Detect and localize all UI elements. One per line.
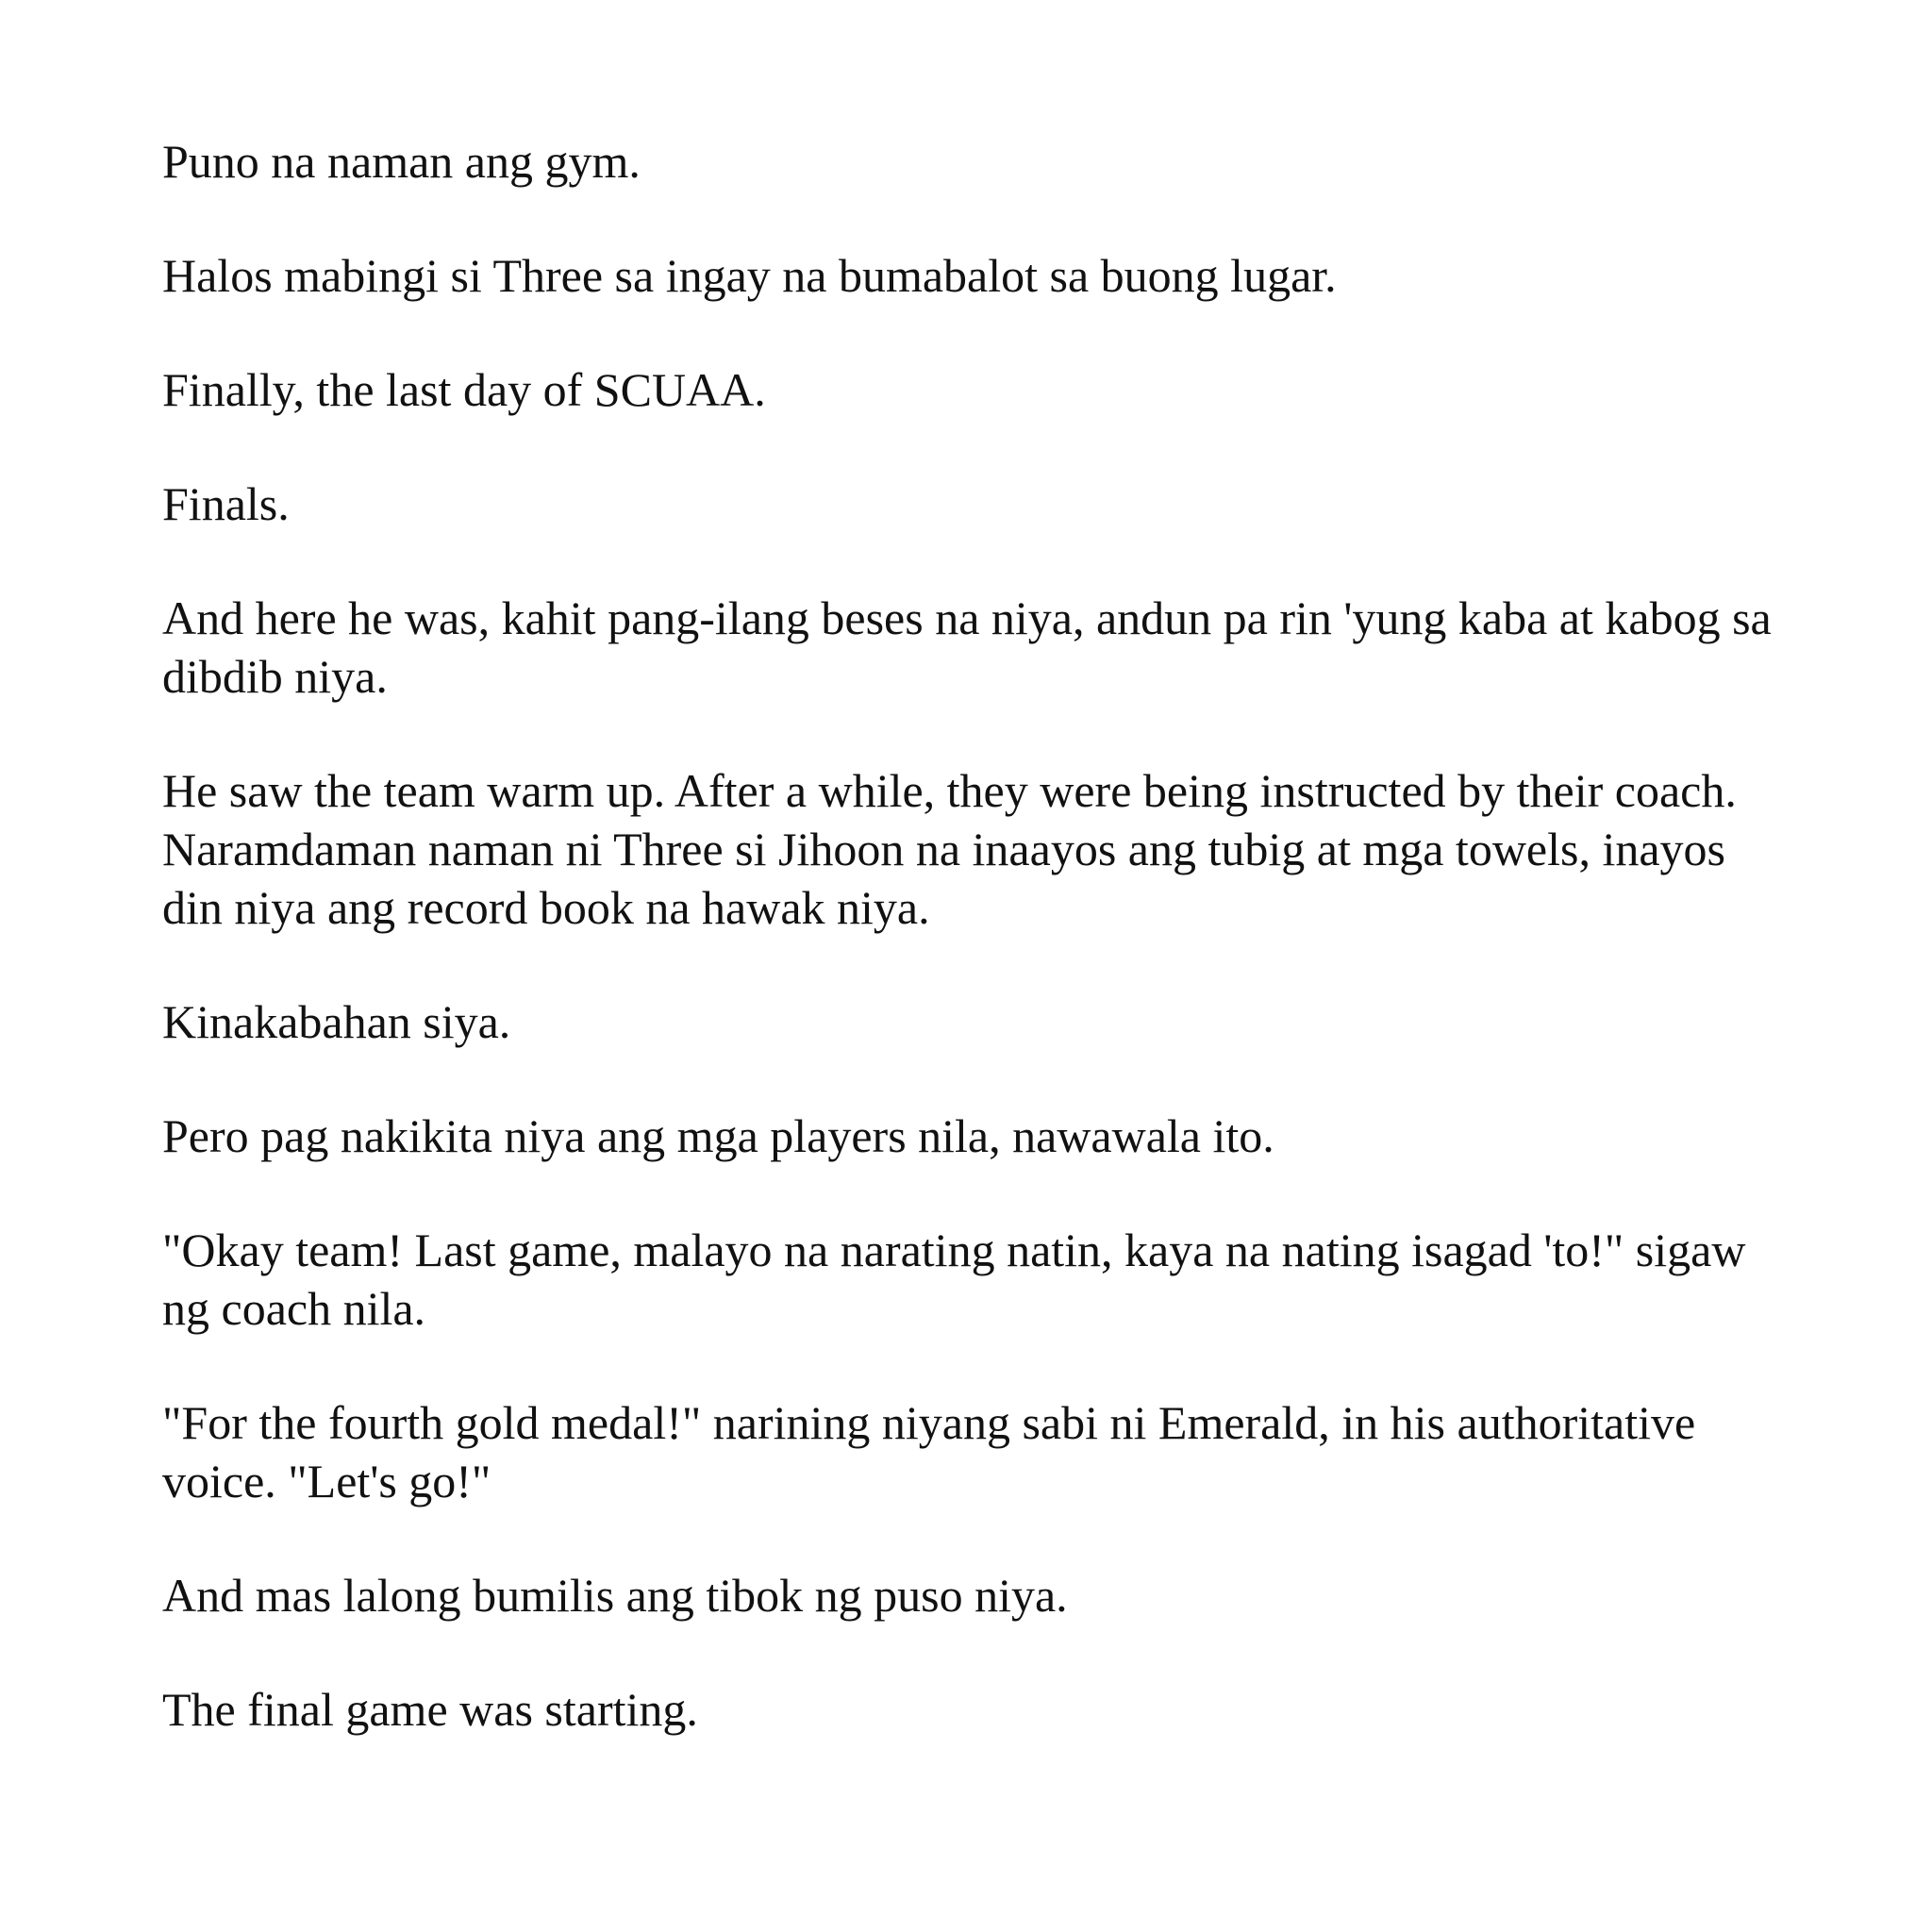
- paragraph-1: Puno na naman ang gym.: [162, 135, 641, 188]
- paragraph-3: Finally, the last day of SCUAA.: [162, 363, 766, 416]
- paragraph-5: And here he was, kahit pang-ilang beses na niya, andun pa rin 'yung kaba at kabog sa dibdib niya.: [162, 591, 1772, 703]
- document-body: [162, 132, 1785, 1794]
- paragraph-10: "For the fourth gold medal!" narining niyang sabi ni Emerald, in his authoritative voice. "Let's go!": [162, 1396, 1696, 1507]
- paragraph-11: And mas lalong bumilis ang tibok ng puso niya.: [162, 1569, 1068, 1622]
- paragraph-6: He saw the team warm up. After a while, they were being instructed by their coach. Naramdaman naman ni Three si Jihoon na inaayos ang tubig at mga towels, inayos din niya ang record book na hawak niya.: [162, 764, 1737, 934]
- paragraph-2: Halos mabingi si Three sa ingay na bumabalot sa buong lugar.: [162, 249, 1337, 302]
- paragraph-7: Kinakabahan siya.: [162, 995, 511, 1048]
- paragraph-9: "Okay team! Last game, malayo na narating natin, kaya na nating isagad 'to!" sigaw ng coach nila.: [162, 1224, 1746, 1335]
- paragraph-12: The final game was starting.: [162, 1683, 698, 1736]
- paragraph-4: Finals.: [162, 477, 290, 530]
- paragraph-8: Pero pag nakikita niya ang mga players nila, nawawala ito.: [162, 1109, 1274, 1162]
